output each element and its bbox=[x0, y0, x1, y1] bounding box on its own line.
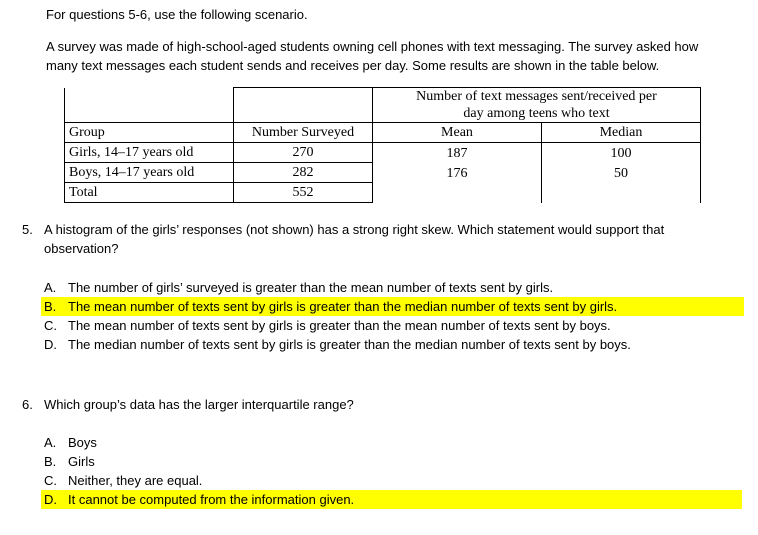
header-number-surveyed: Number Surveyed bbox=[234, 123, 373, 143]
row-boys-mean: 176 bbox=[373, 163, 542, 183]
question-6 bbox=[22, 397, 354, 412]
option-text: Neither, they are equal. bbox=[68, 473, 203, 488]
table-row bbox=[65, 183, 701, 203]
question-6-number: 6. bbox=[22, 397, 33, 412]
option-text: The mean number of texts sent by girls is greater than the mean number of texts sent by boys. bbox=[68, 318, 611, 333]
scenario-line-2: many text messages each student sends and receives per day. Some results are shown in the table below. bbox=[46, 58, 660, 73]
q6-option-a[interactable] bbox=[44, 433, 742, 452]
question-6-text: Which group’s data has the larger interquartile range? bbox=[44, 397, 354, 412]
header-median: Median bbox=[542, 123, 701, 143]
table-group-header bbox=[373, 88, 701, 123]
q5-option-b-highlighted[interactable] bbox=[41, 297, 744, 316]
question-5-line-2: observation? bbox=[44, 241, 119, 256]
row-girls-median: 100 bbox=[542, 143, 701, 163]
row-girls-group: Girls, 14–17 years old bbox=[65, 143, 234, 163]
group-header-line-2: day among teens who text bbox=[463, 106, 610, 121]
option-letter: A. bbox=[44, 435, 57, 450]
table-row bbox=[65, 163, 701, 183]
scenario-line-1: A survey was made of high-school-aged students owning cell phones with text messaging. The survey asked how bbox=[46, 39, 699, 54]
scenario-paragraph bbox=[46, 37, 698, 75]
row-total-median bbox=[542, 183, 701, 203]
q6-option-b[interactable] bbox=[44, 452, 742, 471]
question-5-line-1: A histogram of the girls’ responses (not shown) has a strong right skew. Which statement would support that bbox=[44, 222, 665, 237]
option-text: Boys bbox=[68, 435, 97, 450]
survey-table bbox=[64, 87, 701, 203]
option-letter: D. bbox=[44, 492, 57, 507]
row-total-mean bbox=[373, 183, 542, 203]
question-5-number: 5. bbox=[22, 222, 33, 237]
table-row bbox=[65, 143, 701, 163]
option-letter: A. bbox=[44, 280, 57, 295]
option-text: The mean number of texts sent by girls is greater than the median number of texts sent by girls. bbox=[68, 299, 618, 314]
header-mean: Mean bbox=[373, 123, 542, 143]
table-header-row-top bbox=[65, 88, 701, 123]
row-total-group: Total bbox=[65, 183, 234, 203]
table-header-row bbox=[65, 123, 701, 143]
group-header-line-1: Number of text messages sent/received per bbox=[416, 89, 657, 104]
row-boys-surveyed: 282 bbox=[234, 163, 373, 183]
option-letter: B. bbox=[44, 454, 57, 469]
header-group: Group bbox=[65, 123, 234, 143]
table-cell-empty bbox=[65, 88, 234, 123]
row-boys-median: 50 bbox=[542, 163, 701, 183]
option-text: It cannot be computed from the information given. bbox=[68, 492, 355, 507]
option-letter: B. bbox=[44, 299, 57, 314]
row-boys-group: Boys, 14–17 years old bbox=[65, 163, 234, 183]
q6-option-d-highlighted[interactable] bbox=[41, 490, 742, 509]
option-letter: D. bbox=[44, 337, 57, 352]
option-text: Girls bbox=[68, 454, 95, 469]
q5-option-a[interactable] bbox=[44, 278, 744, 297]
question-5 bbox=[22, 220, 664, 258]
q5-option-c[interactable] bbox=[44, 316, 744, 335]
question-6-options bbox=[44, 433, 742, 509]
q5-option-d[interactable] bbox=[44, 335, 744, 354]
option-letter: C. bbox=[44, 318, 57, 333]
row-girls-surveyed: 270 bbox=[234, 143, 373, 163]
option-text: The number of girls’ surveyed is greater than the mean number of texts sent by girls. bbox=[68, 280, 554, 295]
option-text: The median number of texts sent by girls is greater than the median number of texts sent by boys. bbox=[68, 337, 631, 352]
question-5-options bbox=[44, 278, 744, 354]
table-cell-empty bbox=[234, 88, 373, 123]
option-letter: C. bbox=[44, 473, 57, 488]
q6-option-c[interactable] bbox=[44, 471, 742, 490]
row-girls-mean: 187 bbox=[373, 143, 542, 163]
row-total-surveyed: 552 bbox=[234, 183, 373, 203]
intro-text: For questions 5-6, use the following scenario. bbox=[46, 7, 308, 22]
